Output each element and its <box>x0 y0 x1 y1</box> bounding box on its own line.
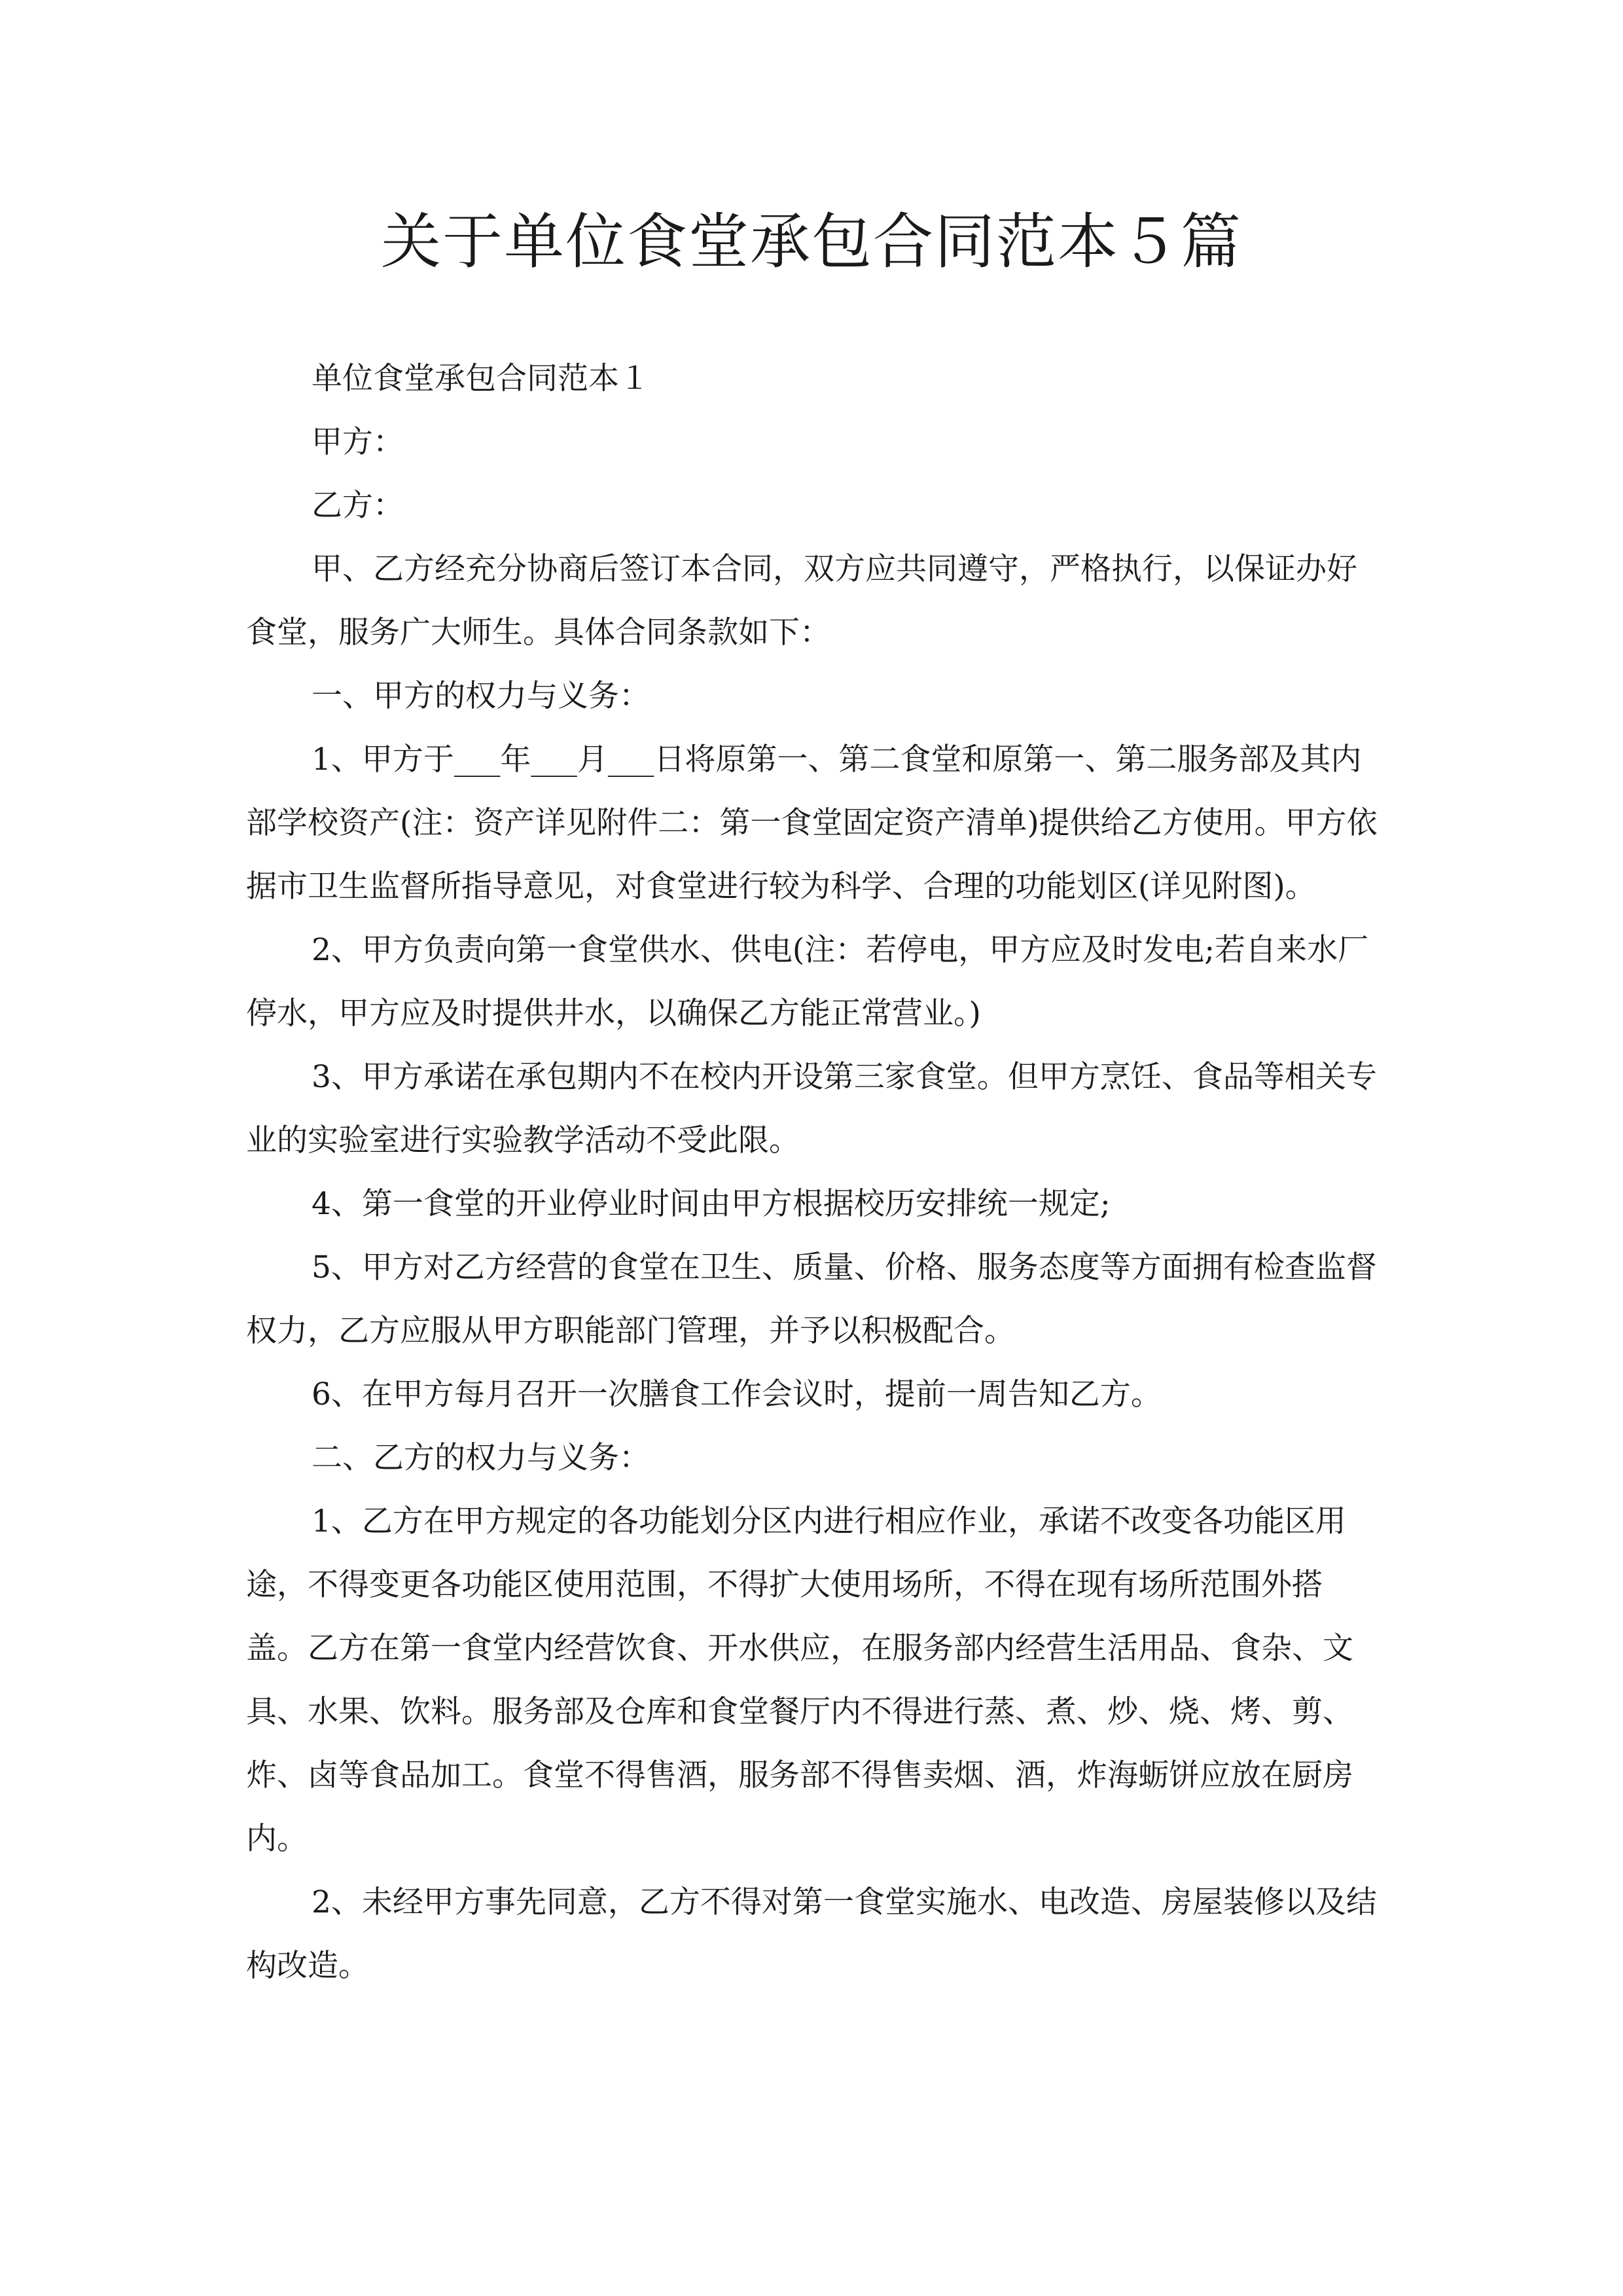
section-heading-party-b: 二、乙方的权力与义务： <box>312 1440 650 1476</box>
clause-a-4: 4、第一食堂的开业停业时间由甲方根据校历安排统一规定; <box>312 1186 1111 1222</box>
document-title: 关于单位食堂承包合同范本５篇 <box>380 207 1242 277</box>
section-heading-party-a: 一、甲方的权力与义务： <box>312 678 650 714</box>
party-a-line: 甲方： <box>312 424 404 460</box>
document-body <box>246 347 1378 1998</box>
clause-b-2: 2、未经甲方事先同意，乙方不得对第一食堂实施水、电改造、房屋装修以及结构改造。 <box>246 1884 1377 1984</box>
clause-a-5: 5、甲方对乙方经营的食堂在卫生、质量、价格、服务态度等方面拥有检查监督权力，乙方应服从甲方职能部门管理，并予以积极配合。 <box>246 1249 1377 1349</box>
clause-a-6: 6、在甲方每月召开一次膳食工作会议时，提前一周告知乙方。 <box>312 1376 1162 1412</box>
clause-a-2: 2、甲方负责向第一食堂供水、供电(注：若停电，甲方应及时发电;若自来水厂停水，甲方应及时提供井水，以确保乙方能正常营业。) <box>246 932 1369 1031</box>
party-b-line: 乙方： <box>312 488 404 524</box>
intro-paragraph: 甲、乙方经充分协商后签订本合同，双方应共同遵守，严格执行，以保证办好食堂，服务广大师生。具体合同条款如下： <box>246 551 1357 651</box>
clause-a-1: 1、甲方于___年___月___日将原第一、第二食堂和原第一、第二服务部及其内部学校资产(注：资产详见附件二：第一食堂固定资产清单)提供给乙方使用。甲方依据市卫生监督所指导意见，对食堂进行较为科学、合理的功能划区(详见附图)。 <box>246 742 1378 905</box>
clause-b-1: 1、乙方在甲方规定的各功能划分区内进行相应作业，承诺不改变各功能区用途，不得变更各功能区使用范围，不得扩大使用场所，不得在现有场所范围外搭盖。乙方在第一食堂内经营饮食、开水供应，在服务部内经营生活用品、食杂、文具、水果、饮料。服务部及仓库和食堂餐厅内不得进行蒸、煮、炒、烧、烤、剪、炸、卤等食品加工。食堂不得售酒，服务部不得售卖烟、酒，炸海蛎饼应放在厨房内。 <box>246 1503 1353 1857</box>
contract-heading: 单位食堂承包合同范本１ <box>312 361 650 397</box>
clause-a-3: 3、甲方承诺在承包期内不在校内开设第三家食堂。但甲方烹饪、食品等相关专业的实验室进行实验教学活动不受此限。 <box>246 1059 1377 1158</box>
